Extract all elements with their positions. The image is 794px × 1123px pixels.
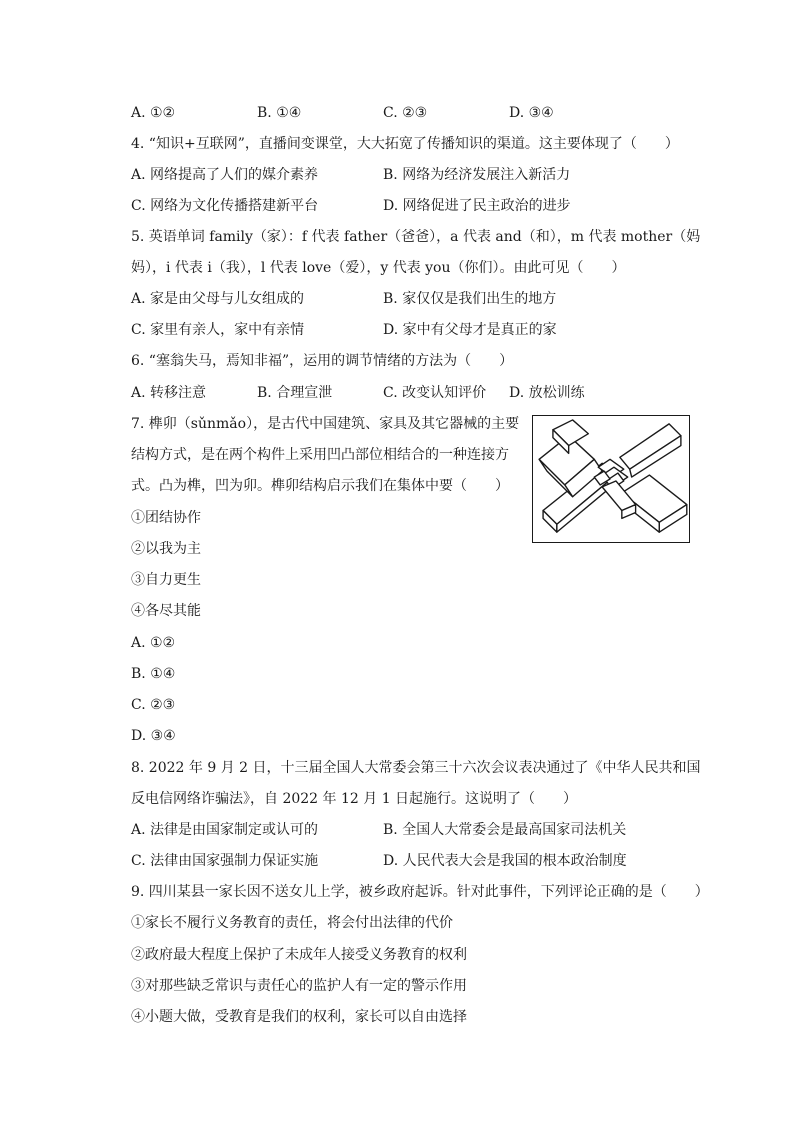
q9-stem: 9. 四川某县一家长因不送女儿上学，被乡政府起诉。针对此事件，下列评论正确的是（ ） xyxy=(131,884,709,900)
q8-option-a: A. 法律是由国家制定或认可的 xyxy=(131,822,319,838)
q5-option-b: B. 家仅仅是我们出生的地方 xyxy=(383,291,557,307)
q5-option-d: D. 家中有父母才是真正的家 xyxy=(383,322,557,338)
q9-item-2: ②政府最大程度上保护了未成年人接受义务教育的权利 xyxy=(131,947,467,963)
q8-option-b: B. 全国人大常委会是最高国家司法机关 xyxy=(383,822,627,838)
q7-stem-line1: 7. 榫卯（sǔnmǎo），是古代中国建筑、家具及其它器械的主要 xyxy=(131,416,520,432)
q7-option-d: D. ③④ xyxy=(131,728,176,744)
q5-stem-line1: 5. 英语单词 family（家）：f 代表 father（爸爸），a 代表 and（和），m 代表 mother（妈 xyxy=(131,229,701,245)
q7-option-b: B. ①④ xyxy=(131,666,176,682)
q4-option-b: B. 网络为经济发展注入新活力 xyxy=(383,167,571,183)
mortise-tenon-drawing xyxy=(533,416,689,542)
q3-option-d: D. ③④ xyxy=(509,105,554,121)
mortise-tenon-figure xyxy=(532,415,690,543)
q6-stem: 6. “塞翁失马，焉知非福”，运用的调节情绪的方法为（ ） xyxy=(131,353,514,369)
q9-item-4: ④小题大做，受教育是我们的权利，家长可以自由选择 xyxy=(131,1009,467,1025)
q4-stem: 4. “知识+互联网”，直播间变课堂，大大拓宽了传播知识的渠道。这主要体现了（ ） xyxy=(131,136,679,152)
q4-option-d: D. 网络促进了民主政治的进步 xyxy=(383,198,571,214)
q9-item-1: ①家长不履行义务教育的责任，将会付出法律的代价 xyxy=(131,915,453,931)
q8-option-c: C. 法律由国家强制力保证实施 xyxy=(131,853,319,869)
q3-option-b: B. ①④ xyxy=(257,105,302,121)
q5-stem-line2: 妈），i 代表 i（我），l 代表 love（爱），y 代表 you（你们）。由此可见（ ） xyxy=(131,260,626,276)
q8-stem-line2: 反电信网络诈骗法》，自 2022 年 12 月 1 日起施行。这说明了（ ） xyxy=(131,791,578,807)
q7-stem-line3: 式。凸为榫，凹为卯。榫卯结构启示我们在集体中要（ ） xyxy=(131,478,509,494)
q7-option-a: A. ①② xyxy=(131,635,176,651)
q8-option-d: D. 人民代表大会是我国的根本政治制度 xyxy=(383,853,627,869)
q4-option-a: A. 网络提高了人们的媒介素养 xyxy=(131,167,319,183)
q6-option-d: D. 放松训练 xyxy=(509,385,585,401)
q7-stem-line2: 结构方式，是在两个构件上采用凹凸部位相结合的一种连接方 xyxy=(131,447,509,463)
q7-item-3: ③自力更生 xyxy=(131,572,201,588)
q3-option-a: A. ①② xyxy=(131,105,176,121)
q6-option-c: C. 改变认知评价 xyxy=(383,385,487,401)
q4-option-c: C. 网络为文化传播搭建新平台 xyxy=(131,198,319,214)
q6-option-b: B. 合理宣泄 xyxy=(257,385,333,401)
q7-item-4: ④各尽其能 xyxy=(131,603,201,619)
q7-item-2: ②以我为主 xyxy=(131,541,201,557)
q8-stem-line1: 8. 2022 年 9 月 2 日，十三届全国人大常委会第三十六次会议表决通过了《中华人民共和国 xyxy=(131,760,701,776)
q7-option-c: C. ②③ xyxy=(131,697,176,713)
q5-option-c: C. 家里有亲人，家中有亲情 xyxy=(131,322,305,338)
q5-option-a: A. 家是由父母与儿女组成的 xyxy=(131,291,305,307)
q9-item-3: ③对那些缺乏常识与责任心的监护人有一定的警示作用 xyxy=(131,978,467,994)
q7-item-1: ①团结协作 xyxy=(131,510,201,526)
q3-option-c: C. ②③ xyxy=(383,105,428,121)
q6-option-a: A. 转移注意 xyxy=(131,385,207,401)
